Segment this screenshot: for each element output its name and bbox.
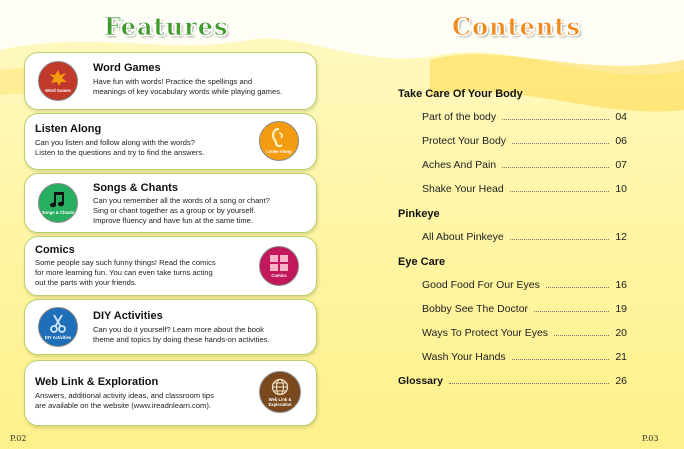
contents-page — [342, 0, 684, 449]
toc-entry[interactable]: Aches And Pain 07 — [422, 159, 627, 171]
features-heading: Features — [104, 12, 229, 41]
feature-description: Have fun with words! Practice the spellings and meanings of key vocabulary words while playing games. — [93, 77, 283, 97]
toc-entry[interactable]: Good Food For Our Eyes 16 — [422, 279, 627, 291]
scissors-icon: DIY Activities — [38, 307, 78, 347]
toc-section-title: Take Care Of Your Body — [398, 88, 523, 100]
feature-title: DIY Activities — [93, 310, 163, 322]
globe-icon: Web Link & Exploration — [259, 371, 301, 413]
toc-entry[interactable]: Bobby See The Doctor 19 — [422, 303, 627, 315]
feature-title: Songs & Chants — [93, 182, 178, 194]
ear-icon: Listen Along — [259, 121, 299, 161]
feature-card-diy-activities — [24, 299, 317, 355]
feature-title: Web Link & Exploration — [35, 376, 159, 388]
feature-card-listen-along — [24, 113, 317, 170]
feature-description: Answers, additional activity ideas, and classroom tips are available on the website (www.ireadnlearn.com). — [35, 391, 214, 411]
feature-title: Listen Along — [35, 123, 102, 135]
feature-title: Comics — [35, 244, 75, 256]
feature-description: Some people say such funny things! Read the comics for more learning fun. You can even take turns acting out the parts with your friends. — [35, 258, 216, 288]
toc-section-title: Eye Care — [398, 256, 446, 268]
feature-card-songs-chants — [24, 173, 317, 233]
comic-panels-icon: Comics — [259, 246, 299, 286]
toc-glossary[interactable]: Glossary 26 — [398, 375, 627, 387]
music-note-icon: Songs & Chants — [38, 183, 78, 223]
feature-title: Word Games — [93, 62, 161, 74]
toc-section-title: Pinkeye — [398, 208, 440, 220]
contents-heading: Contents — [452, 12, 581, 41]
toc-entry[interactable]: Protect Your Body 06 — [422, 135, 627, 147]
toc-entry[interactable]: Shake Your Head 10 — [422, 183, 627, 195]
toc-entry[interactable]: Ways To Protect Your Eyes 20 — [422, 327, 627, 339]
feature-description: Can you listen and follow along with the words? Listen to the questions and try to find the answers. — [35, 138, 205, 158]
feature-card-comics — [24, 236, 317, 296]
feature-card-word-games — [24, 52, 317, 110]
page-number-left: P.02 — [10, 434, 27, 443]
toc-entry[interactable]: Wash Your Hands 21 — [422, 351, 627, 363]
star-burst-icon: Word Games — [38, 61, 78, 101]
page-number-right: P.03 — [642, 434, 659, 443]
feature-description: Can you do it yourself? Learn more about the book theme and topics by doing these hands-on activities. — [93, 325, 270, 345]
feature-description: Can you remember all the words of a song or chant? Sing or chant together as a group or by yourself. Improve fluency and have fun at the same time. — [93, 196, 270, 226]
toc-entry[interactable]: All About Pinkeye 12 — [422, 231, 627, 243]
feature-card-web-link — [24, 360, 317, 426]
toc-entry[interactable]: Part of the body 04 — [422, 111, 627, 123]
